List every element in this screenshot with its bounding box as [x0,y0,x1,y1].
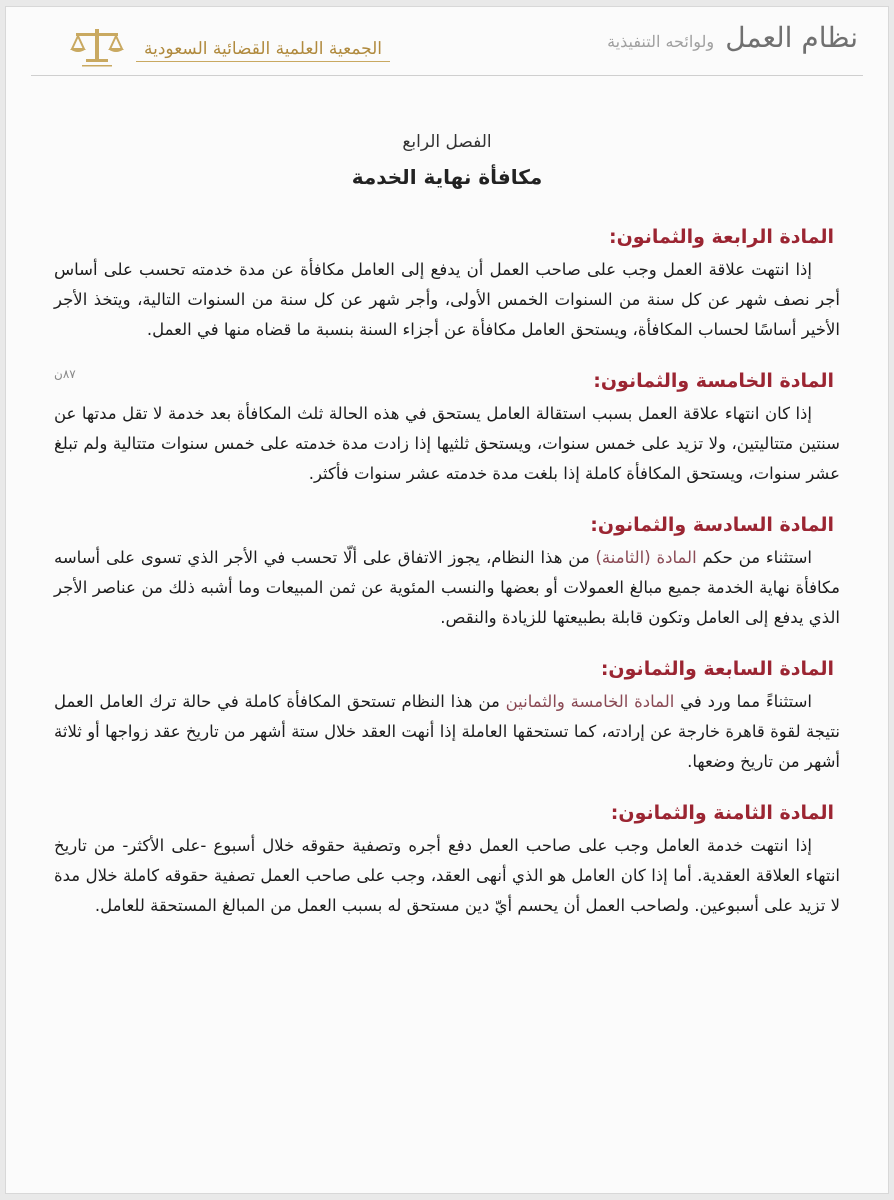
article-title: المادة الخامسة والثمانون: [593,370,834,392]
article-reference-link[interactable]: المادة (الثامنة) [595,548,697,567]
chapter-title: مكافأة نهاية الخدمة [351,165,543,189]
page-number: ٨٧ن [54,367,76,381]
article-body [54,687,840,777]
article-body: إذا انتهت خدمة العامل وجب على صاحب العمل دفع أجره وتصفية حقوقه خلال أسبوع -على الأكثر- من تاريخ انتهاء العلاقة العقدية. أما إذا كان العامل هو الذي أنهى العقد، وجب على صاحب العمل تصفية حقوقه كاملة خلال مدة لا تزيد على أسبوعين. ولصاحب العمل أن يحسم أيّ دين مستحق له بسبب العمل من المبالغ المستحقة للعامل. [54,836,840,915]
article-body: إذا انتهت علاقة العمل وجب على صاحب العمل أن يدفع إلى العامل مكافأة عن مدة خدمته تحسب على أساس أجر نصف شهر عن كل سنة من السنوات الخمس الأولى، وأجر شهر عن كل سنة من السنوات التالية، ويتخذ الأجر الأخير أساسًا لحساب المكافأة، ويستحق العامل مكافأة عن أجزاء السنة بنسبة ما قضاه منها في العمل. [54,260,840,339]
article-85 [54,367,840,489]
article-title: المادة الثامنة والثمانون: [610,802,834,824]
scales-logo-icon [66,25,128,73]
article-88 [54,799,840,921]
article-title: المادة السادسة والثمانون: [590,514,834,536]
document-page [5,6,889,1194]
article-87 [54,655,840,777]
document-title-main: نظام العمل [725,21,858,54]
document-title [607,21,858,54]
document-title-sub: ولوائحه التنفيذية [607,32,715,51]
article-reference-link[interactable]: المادة الخامسة والثمانين [505,692,675,711]
article-86 [54,511,840,633]
society-name: الجمعية العلمية القضائية السعودية [136,37,390,62]
body-text: من هذا النظام، يجوز الاتفاق على ألّا تحسب في الأجر الذي تسوى على أساسه مكافأة نهاية الخدمة جميع مبالغ العمولات أو بعضها والنسب المئوية عن ثمن المبيعات وما أشبه ذلك من عناصر الأجر الذي يدفع إلى العامل وتكون قابلة بطبيعتها للزيادة والنقص. [54,548,840,627]
article-body: إذا كان انتهاء علاقة العمل بسبب استقالة العامل يستحق في هذه الحالة ثلث المكافأة بعد خدمة لا تقل مدتها عن سنتين متتاليتين، ولا تزيد على خمس سنوات، ويستحق ثلثيها إذا زادت مدة خدمته على خمس سنوات متتالية ولم تبلغ عشر سنوات، ويستحق المكافأة كاملة إذا بلغت مدة خدمته عشر سنوات فأكثر. [54,404,840,483]
article-84 [54,223,840,345]
document-content [54,129,840,943]
article-title: المادة السابعة والثمانون: [600,658,834,680]
body-text: من هذا النظام تستحق المكافأة كاملة في حالة ترك العامل العمل نتيجة لقوة قاهرة خارجة عن إرادته، كما تستحقها العاملة إذا أنهت العقد خلال ستة أشهر من تاريخ عقد زواجها أو ثلاثة أشهر من تاريخ وضعها. [54,692,840,771]
header-divider [31,75,863,76]
article-body [54,543,840,633]
page-header [6,7,888,91]
body-text: استثناءً مما ورد في [674,692,812,711]
chapter-number: الفصل الرابع [402,132,492,152]
article-title: المادة الرابعة والثمانون: [608,226,834,248]
society-brand [66,25,390,73]
body-text: استثناء من حكم [696,548,813,567]
